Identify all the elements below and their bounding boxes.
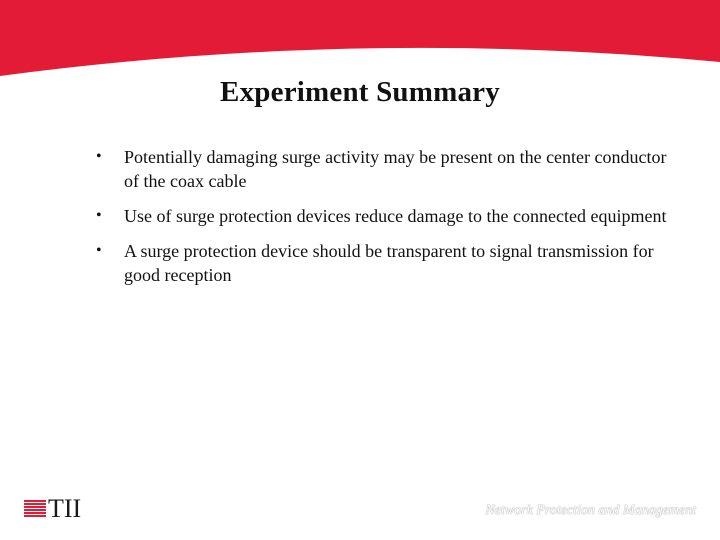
slide-title: Experiment Summary xyxy=(220,76,500,108)
bullet-list xyxy=(96,145,676,298)
bullet-item-surge-activity xyxy=(96,145,676,193)
bullet-icon: • xyxy=(96,148,102,165)
bullet-text: Potentially damaging surge activity may be present on the center conductor of the coax cable xyxy=(124,147,667,191)
company-logo xyxy=(24,494,81,524)
bullet-text: A surge protection device should be transparent to signal transmission for good reception xyxy=(124,241,654,285)
bullet-item-protection-devices xyxy=(96,204,676,228)
bullet-icon: • xyxy=(96,242,102,259)
header-banner xyxy=(0,0,720,80)
logo-text: TII xyxy=(48,494,82,523)
bullet-text: Use of surge protection devices reduce damage to the connected equipment xyxy=(124,206,667,226)
footer-tagline: Network Protection and Management xyxy=(485,503,696,518)
tii-stripes-icon xyxy=(24,498,46,520)
bullet-item-transparent-device xyxy=(96,239,676,287)
bullet-icon: • xyxy=(96,207,102,224)
